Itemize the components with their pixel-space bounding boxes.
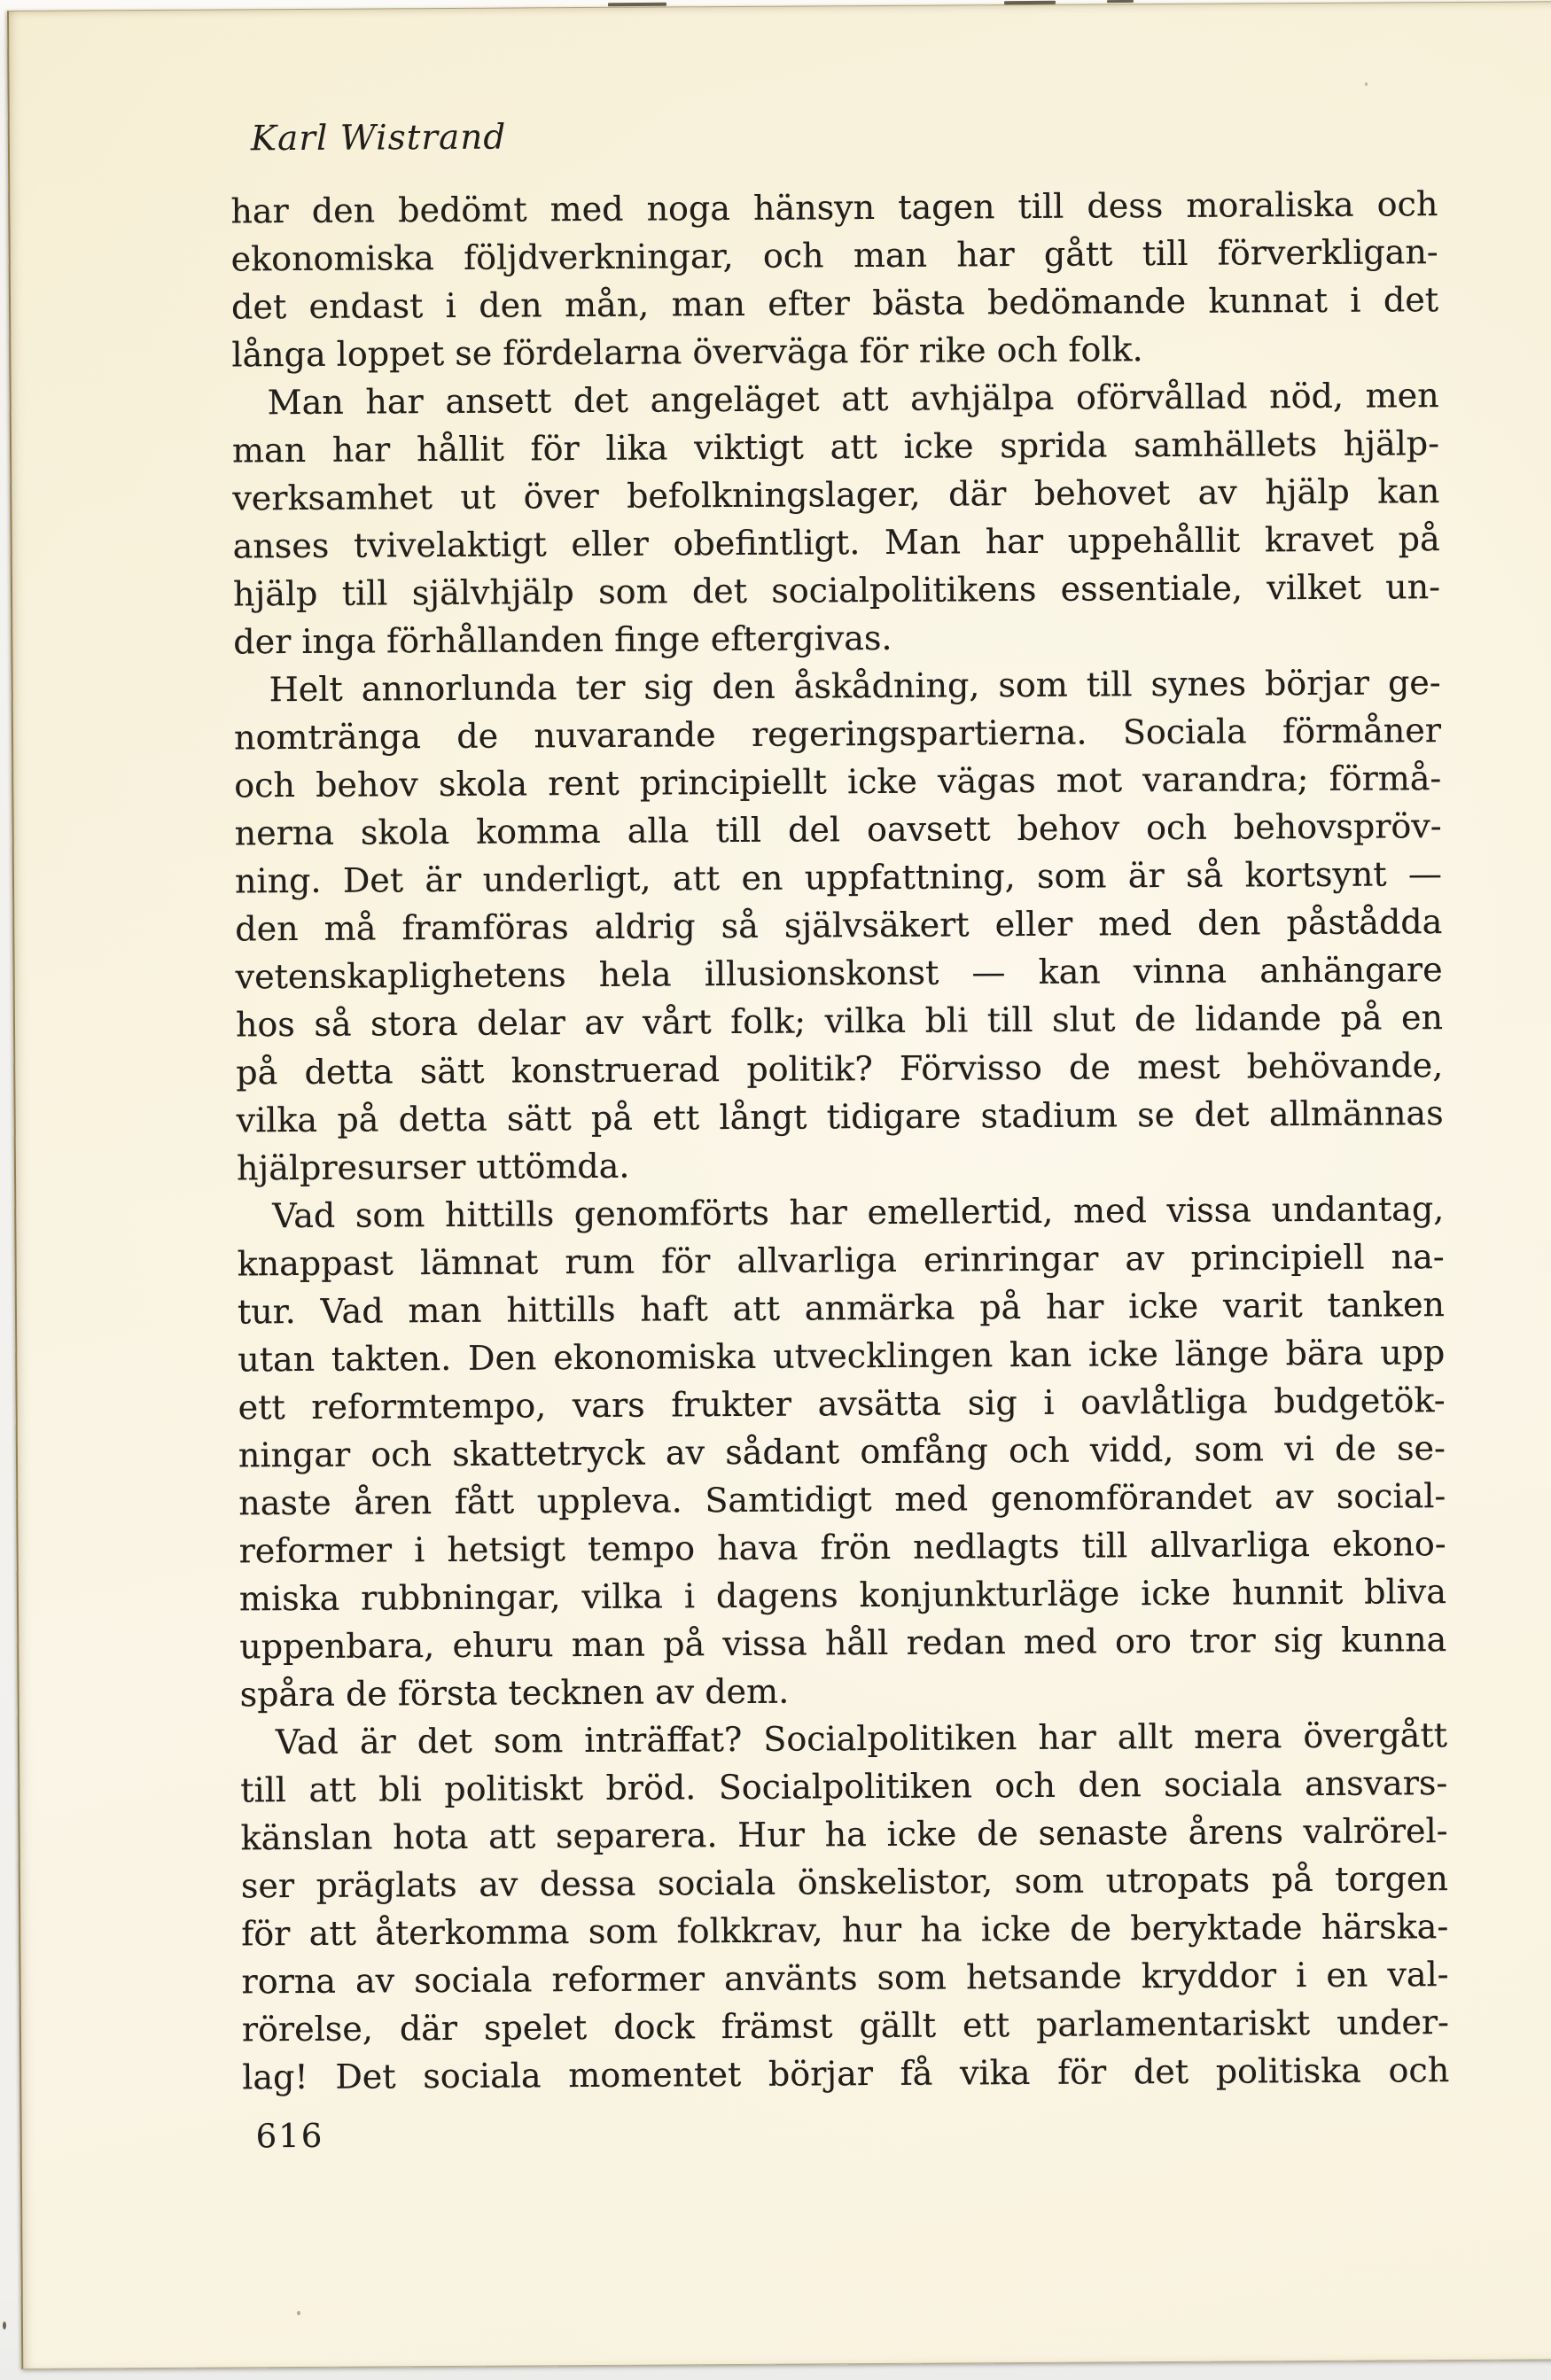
text-line: verksamhet ut över befolkningslager, där behovet av hjälp kan: [232, 471, 1440, 518]
text-line: vilka på detta sätt på ett långt tidigare stadium se det allmännas: [236, 1093, 1444, 1140]
text-line: ekonomiska följdverkningar, och man har gått till förverkligan-: [230, 232, 1438, 279]
text-line: Man har ansett det angeläget att avhjälpa oförvållad nöd, men: [267, 376, 1439, 423]
text-line: känslan hota att separera. Hur ha icke de senaste årens valrörel-: [240, 1811, 1448, 1858]
text-line: lag! Det sociala momentet börjar få vika för det politiska och: [242, 2050, 1450, 2097]
text-line: hos så stora delar av vårt folk; vilka bli till slut de lidande på en: [235, 998, 1444, 1045]
text-line: hjälpresurser uttömda.: [236, 1146, 630, 1188]
paper-sheet: [7, 0, 1551, 2369]
paper-speck: [3, 2322, 6, 2329]
text-line: har den bedömt med noga hänsyn tagen till dess moraliska och: [230, 184, 1438, 231]
paper-speck: [1365, 82, 1368, 86]
scan-artifact-dash: [1107, 0, 1134, 3]
paragraph: [234, 658, 1445, 1192]
text-line: spåra de första tecknen av dem.: [239, 1671, 790, 1715]
text-line: rorna av sociala reformer använts som hetsande kryddor i en val-: [241, 1955, 1449, 2002]
text-line: och behov skola rent principiellt icke vägas mot varandra; förmå-: [234, 758, 1442, 805]
text-line: nomtränga de nuvarande regeringspartierna. Sociala förmåner: [233, 711, 1442, 758]
text-line: ning. Det är underligt, att en uppfattning, som är så kortsynt —: [234, 854, 1443, 901]
text-line: der inga förhållanden finge eftergivas.: [233, 618, 892, 662]
text-line: för att återkomma som folkkrav, hur ha icke de beryktade härska-: [241, 1907, 1449, 1954]
text-line: man har hållit för lika viktigt att icke sprida samhällets hjälp-: [231, 424, 1440, 471]
text-line: ningar och skattetryck av sådant omfång och vidd, som vi de se-: [238, 1428, 1446, 1475]
text-block: [230, 180, 1449, 2101]
scan-artifact-dash: [1004, 1, 1056, 4]
text-line: rörelse, där spelet dock främst gällt ett parlamentariskt under-: [241, 2003, 1450, 2049]
text-line: uppenbara, ehuru man på vissa håll redan med oro tror sig kunna: [239, 1620, 1447, 1667]
text-line: vetenskaplighetens hela illusionskonst — kan vinna anhängare: [235, 950, 1443, 997]
text-line: ett reformtempo, vars frukter avsätta sig i oavlåtliga budgetök-: [238, 1381, 1446, 1427]
text-line: anses tvivelaktigt eller obefintligt. Man har uppehållit kravet på: [232, 519, 1440, 566]
text-line: tur. Vad man hittills haft att anmärka på har icke varit tanken: [237, 1285, 1446, 1332]
text-line: reformer i hetsigt tempo hava frön nedlagts till allvarliga ekono-: [238, 1524, 1446, 1571]
text-line: utan takten. Den ekonomiska utvecklingen kan icke länge bära upp: [238, 1333, 1446, 1380]
text-line: långa loppet se fördelarna överväga för rike och folk.: [231, 330, 1143, 375]
text-line: naste åren fått uppleva. Samtidigt med genomförandet av social-: [238, 1476, 1446, 1523]
scan-artifact-dash: [608, 3, 666, 6]
text-line: till att bli politiskt bröd. Socialpolitiken och den sociala ansvars-: [240, 1763, 1448, 1810]
text-line: Vad som hittills genomförts har emellertid, med vissa undantag,: [272, 1189, 1445, 1236]
text-line: knappast lämnat rum för allvarliga erinringar av principiell na-: [237, 1237, 1445, 1284]
text-line: miska rubbningar, vilka i dagens konjunkturläge icke hunnit bliva: [238, 1572, 1447, 1619]
text-line: den må framföras aldrig så självsäkert eller med den påstådda: [235, 902, 1443, 949]
text-line: Vad är det som inträffat? Socialpolitiken har allt mera övergått: [275, 1715, 1448, 1762]
page-number: 616: [255, 2116, 324, 2156]
paragraph: [232, 371, 1441, 665]
paper-speck: [297, 2311, 300, 2315]
text-line: hjälp till självhjälp som det socialpolitikens essentiale, vilket un-: [232, 567, 1441, 614]
text-line: på detta sätt konstruerad politik? Förvisso de mest behövande,: [236, 1046, 1444, 1093]
author-header: Karl Wistrand: [250, 117, 507, 159]
text-line: Helt annorlunda ter sig den åskådning, som till synes börjar ge-: [269, 663, 1441, 710]
text-line: ser präglats av dessa sociala önskelistor, som utropats på torgen: [240, 1859, 1449, 1906]
text-line: nerna skola komma alla till del oavsett behov och behovspröv-: [234, 806, 1442, 853]
text-line: det endast i den mån, man efter bästa bedömande kunnat i det: [230, 280, 1439, 327]
paragraph: [240, 1711, 1450, 2101]
paragraph: [237, 1185, 1447, 1718]
paragraph: [230, 180, 1438, 378]
